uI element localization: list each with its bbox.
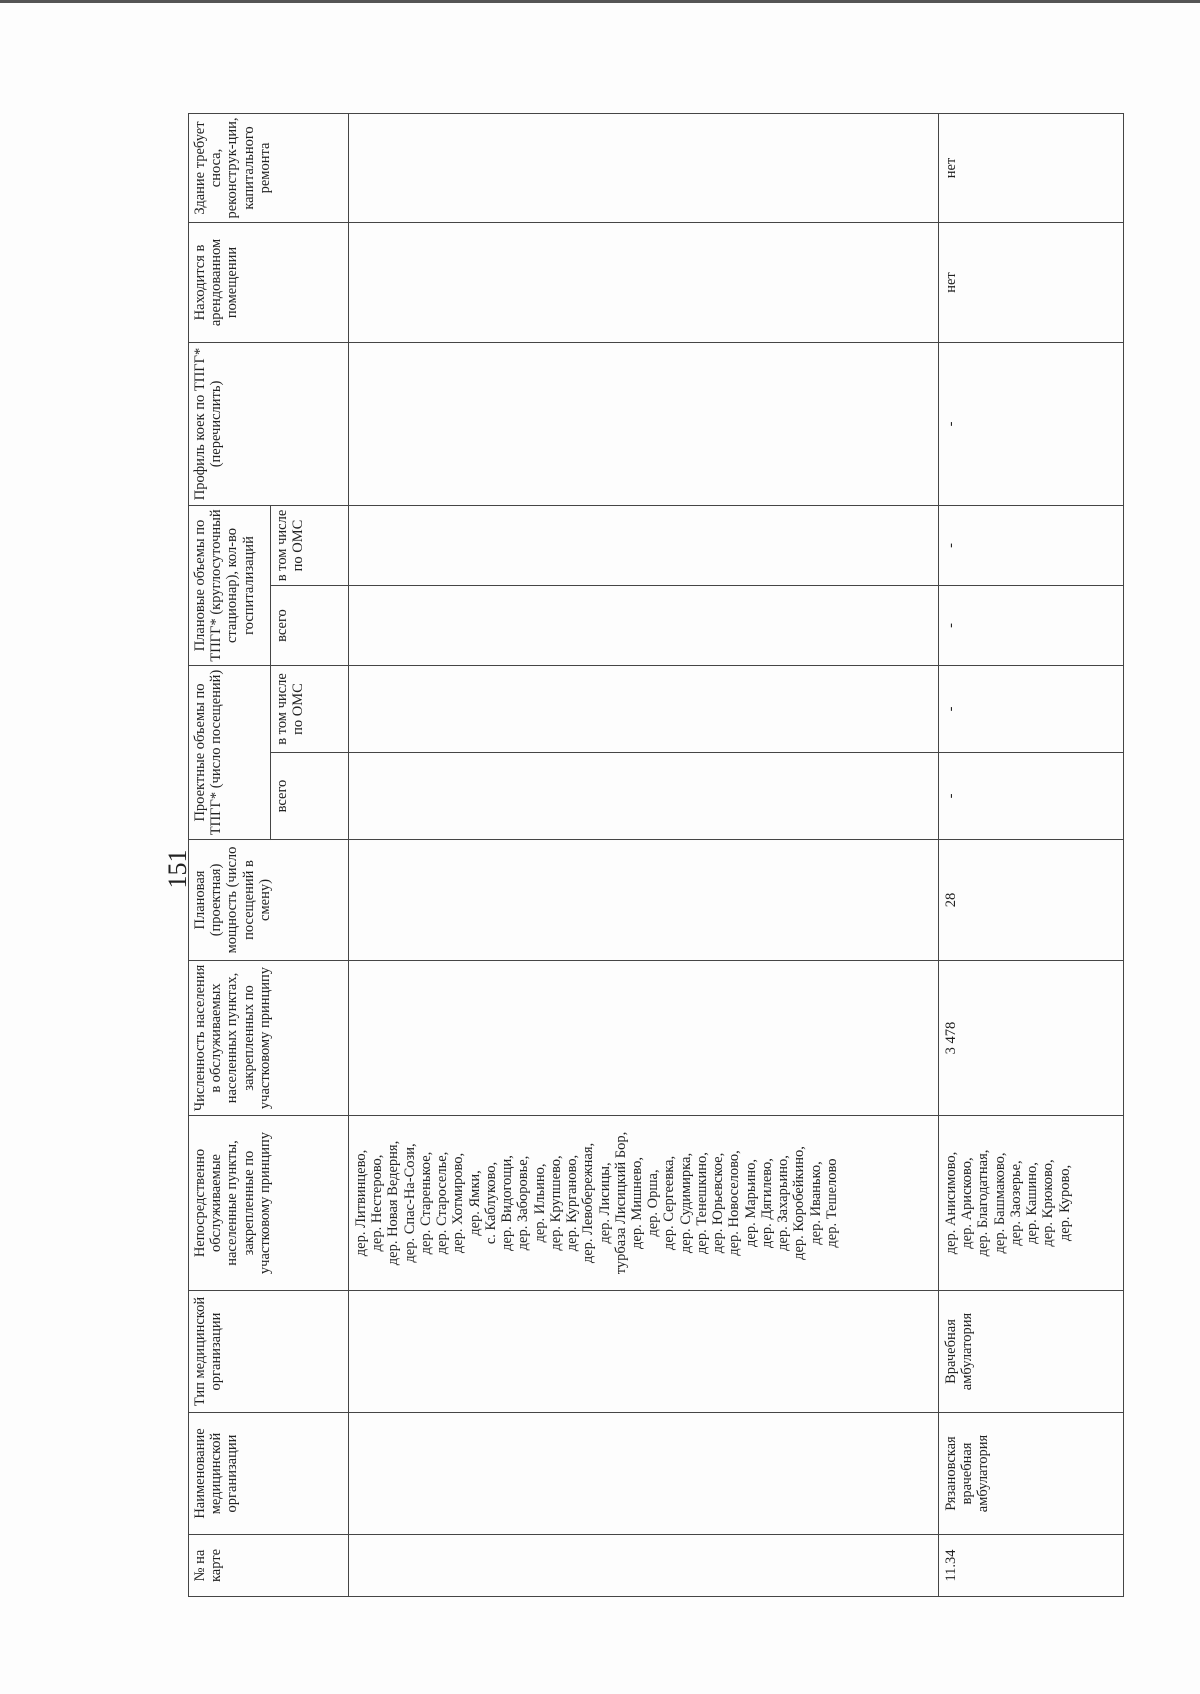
medical-organizations-table	[188, 112, 1124, 1596]
cell-rented: нет	[938, 222, 1123, 342]
cell-hosp-oms	[348, 505, 938, 585]
cell-capacity	[348, 839, 938, 960]
cell-rented	[348, 222, 938, 342]
cell-visits-oms	[348, 665, 938, 752]
cell-bed-profile: -	[938, 342, 1123, 505]
cell-repair: нет	[938, 113, 1123, 222]
page-number: 151	[163, 849, 192, 889]
cell-population	[348, 960, 938, 1115]
cell-capacity: 28	[938, 839, 1123, 960]
header-population: Численность населения в обслуживаемых населенных пунктах, закрепленных по участковому принципу	[188, 960, 348, 1115]
scan-top-edge	[0, 0, 1200, 3]
cell-population: 3 478	[938, 960, 1123, 1115]
header-visits: Проектные объемы по ТПГГ* (число посещений)	[188, 665, 270, 839]
header-settlements: Непосредственно обслуживаемые населенные пункты, закрепленные по участковому принципу	[188, 1115, 348, 1290]
header-num: № на карте	[188, 1534, 348, 1596]
cell-settlements: дер. Анисимово, дер. Арисково, дер. Благодатная, дер. Башмаково, дер. Заозерье, дер. Кашино, дер. Крюково, дер. Курово,	[938, 1115, 1123, 1290]
header-repair: Здание требует сноса, реконструк-ции, капитального ремонта	[188, 113, 348, 222]
header-name: Наименование медицинской организации	[188, 1412, 348, 1534]
cell-bed-profile	[348, 342, 938, 505]
header-capacity: Плановая (проектная) мощность (число посещений в смену)	[188, 839, 348, 960]
header-hosp-oms: в том числе по ОМС	[270, 505, 348, 585]
cell-visits-total: -	[938, 752, 1123, 839]
header-rented: Находится в арендованном помещении	[188, 222, 348, 342]
cell-num	[348, 1534, 938, 1596]
header-hosp-total: всего	[270, 585, 348, 665]
cell-type: Врачебная амбулатория	[938, 1290, 1123, 1412]
cell-hosp-total	[348, 585, 938, 665]
header-visits-oms: в том числе по ОМС	[270, 665, 348, 752]
cell-repair	[348, 113, 938, 222]
cell-visits-oms: -	[938, 665, 1123, 752]
cell-visits-total	[348, 752, 938, 839]
cell-num: 11.34	[938, 1534, 1123, 1596]
cell-hosp-oms: -	[938, 505, 1123, 585]
table-row	[938, 113, 1123, 1596]
header-bed-profile: Профиль коек по ТПГГ* (перечислить)	[188, 342, 348, 505]
header-visits-total: всего	[270, 752, 348, 839]
cell-type	[348, 1290, 938, 1412]
table-frame	[180, 116, 1115, 1588]
header-hospitalizations: Плановые объемы по ТПГГ* (круглосуточный стационар), кол-во госпитализаций	[188, 505, 270, 665]
cell-name	[348, 1412, 938, 1534]
cell-name: Рязановская врачебная амбулатория	[938, 1412, 1123, 1534]
header-type: Тип медицинской организации	[188, 1290, 348, 1412]
cell-hosp-total: -	[938, 585, 1123, 665]
table-row	[348, 113, 938, 1596]
cell-settlements: дер. Литвинцево, дер. Нестерово, дер. Новая Ведерня, дер. Спас-На-Сози, дер. Старенькое, дер. Староселье, дер. Хотмирово, дер. Ямки, с. Каблуково, дер. Видогощи, дер. Заборовье, дер. Ильино, дер. Крупшево, дер. Курганово, дер. Левобережная, дер. Лисицы, турбаза Лисицкий Бор, дер. Мишнево, дер. Орша, дер. Сергеевка, дер. Судимирка, дер. Тенешкино, дер. Юрьевское, дер. Новоселово, дер. Марьино, дер. Дягилево, дер. Захарьино, дер. Коробейкино, дер. Иванько, дер. Тешелово	[348, 1115, 938, 1290]
